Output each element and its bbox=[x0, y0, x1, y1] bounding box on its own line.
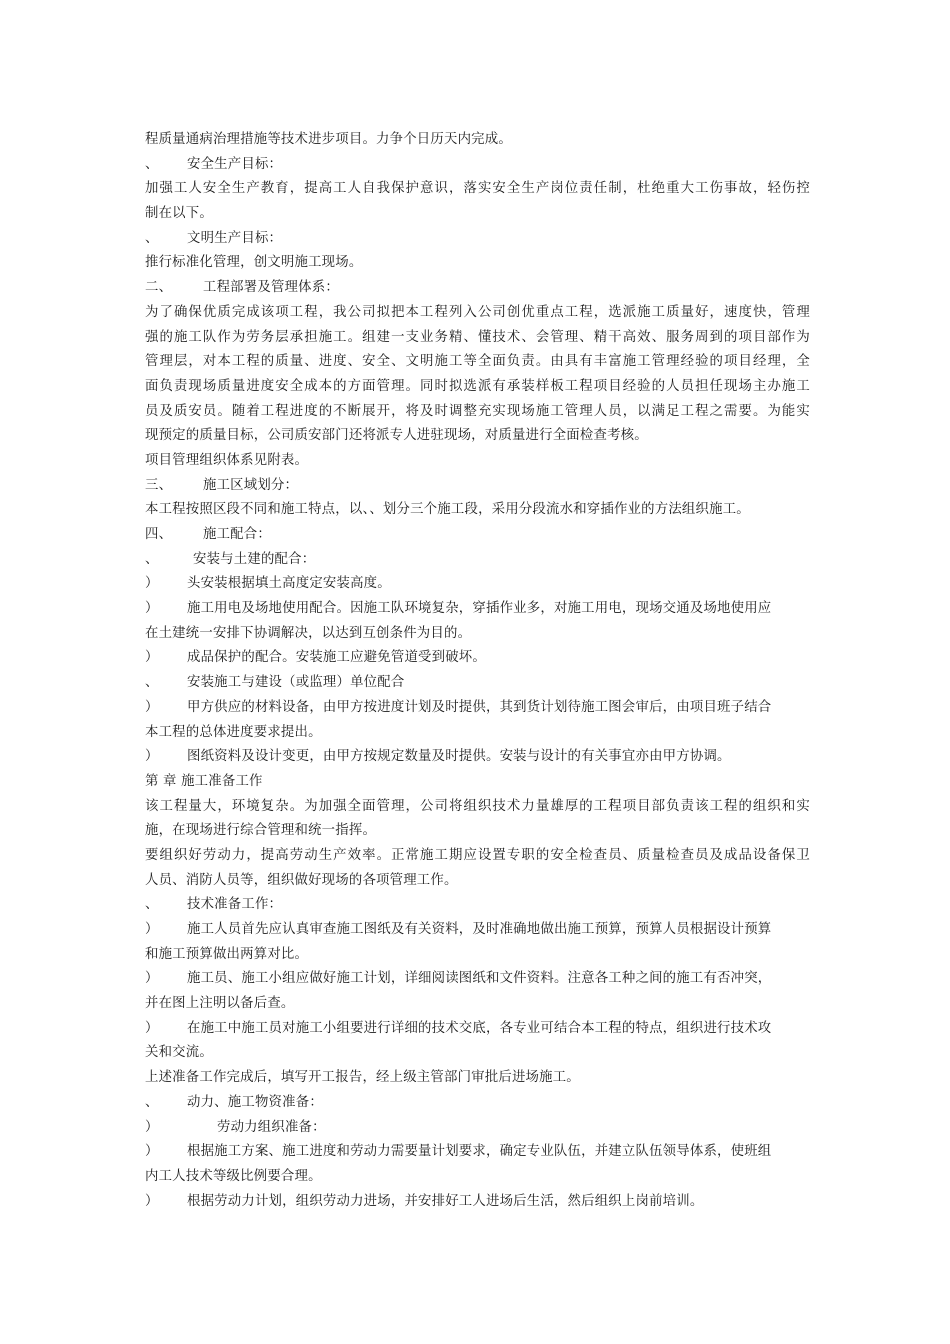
list-marker: 二、 bbox=[145, 280, 173, 296]
document-line bbox=[145, 622, 810, 647]
line-text: 制在以下。 bbox=[145, 206, 213, 222]
line-text: 施工用电及场地使用配合。因施工队环境复杂，穿插作业多，对施工用电，现场交通及场地使用应 bbox=[187, 601, 772, 617]
list-marker: ） bbox=[145, 699, 159, 715]
line-text: 图纸资料及设计变更，由甲方按规定数量及时提供。安装与设计的有关事宜亦由甲方协调。 bbox=[187, 749, 731, 765]
line-text: 强的施工队作为劳务层承担施工。组建一支业务精、懂技术、会管理、精干高效、服务周到的项目部作为 bbox=[145, 329, 810, 345]
document-line bbox=[145, 1041, 810, 1066]
document-line bbox=[145, 301, 810, 326]
document-line bbox=[145, 153, 810, 178]
document-line bbox=[145, 795, 810, 820]
line-text: 安装施工与建设（或监理）单位配合 bbox=[187, 675, 405, 691]
document-line bbox=[145, 770, 810, 795]
line-text: 人员、消防人员等，组织做好现场的各项管理工作。 bbox=[145, 872, 458, 888]
document-line bbox=[145, 893, 810, 918]
list-marker: 、 bbox=[145, 675, 159, 691]
list-marker: ） bbox=[145, 1020, 159, 1036]
list-marker: 、 bbox=[145, 230, 159, 246]
document-line bbox=[145, 1190, 810, 1215]
line-text: 内工人技术等级比例要合理。 bbox=[145, 1168, 322, 1184]
line-text: 本工程按照区段不同和施工特点，以、、划分三个施工段，采用分段流水和穿插作业的方法组织施工。 bbox=[145, 502, 750, 518]
line-text: 安装与土建的配合： bbox=[193, 551, 316, 567]
document-line bbox=[145, 128, 810, 153]
list-marker: ） bbox=[145, 749, 159, 765]
document-line bbox=[145, 350, 810, 375]
document-line bbox=[145, 844, 810, 869]
document-line bbox=[145, 967, 810, 992]
line-text: 头安装根据填土高度定安装高度。 bbox=[187, 576, 391, 592]
document-line bbox=[145, 375, 810, 400]
line-text: 劳动力组织准备： bbox=[217, 1119, 326, 1135]
line-text: 本工程的总体进度要求提出。 bbox=[145, 724, 322, 740]
line-text: 加强工人安全生产教育，提高工人自我保护意识，落实安全生产岗位责任制，杜绝重大工伤事故，轻伤控 bbox=[145, 181, 810, 197]
document-line bbox=[145, 992, 810, 1017]
line-text: 动力、施工物资准备： bbox=[187, 1094, 323, 1110]
line-text: 现预定的质量目标，公司质安部门还将派专人进驻现场，对质量进行全面检查考核。 bbox=[145, 428, 648, 444]
line-text: 甲方供应的材料设备，由甲方按进度计划及时提供，其到货计划待施工图会审后，由项目班子结合 bbox=[187, 699, 772, 715]
document-line bbox=[145, 869, 810, 894]
document-line bbox=[145, 251, 810, 276]
line-text: 该工程量大，环境复杂。为加强全面管理，公司将组织技术力量雄厚的工程项目部负责该工程的组织和实 bbox=[145, 798, 810, 814]
document-line bbox=[145, 721, 810, 746]
line-text: 面负责现场质量进度安全成本的方面管理。同时拟选派有承装样板工程项目经验的人员担任现场主办施工 bbox=[145, 378, 810, 394]
document-line bbox=[145, 918, 810, 943]
line-text: 根据施工方案、施工进度和劳动力需要量计划要求，确定专业队伍，并建立队伍领导体系，使班组 bbox=[187, 1144, 772, 1160]
list-marker: 、 bbox=[145, 156, 159, 172]
list-marker: ） bbox=[145, 922, 159, 937]
list-marker: 四、 bbox=[145, 527, 173, 542]
list-marker: 、 bbox=[145, 897, 159, 913]
document-line bbox=[145, 1066, 810, 1091]
list-marker: ） bbox=[145, 576, 159, 592]
list-marker: ） bbox=[145, 1119, 159, 1135]
document-line bbox=[145, 597, 810, 622]
line-text: 程质量通病治理措施等技术进步项目。力争个日历天内完成。 bbox=[145, 132, 512, 147]
document-line bbox=[145, 1165, 810, 1190]
line-text: 员及质安员。随着工程进度的不断展开，将及时调整充实现场施工管理人员，以满足工程之需要。为能实 bbox=[145, 403, 810, 419]
line-text: 施，在现场进行综合管理和统一指挥。 bbox=[145, 823, 377, 839]
document-line bbox=[145, 400, 810, 425]
document-line bbox=[145, 326, 810, 351]
line-text: 安全生产目标： bbox=[187, 156, 283, 172]
document-line bbox=[145, 745, 810, 770]
document-line bbox=[145, 1091, 810, 1116]
line-text: 和施工预算做出两算对比。 bbox=[145, 946, 309, 962]
document-line bbox=[145, 943, 810, 968]
document-line bbox=[145, 572, 810, 597]
document-line bbox=[145, 1116, 810, 1141]
document-line bbox=[145, 276, 810, 301]
line-text: 工程部署及管理体系： bbox=[203, 280, 339, 296]
document-line bbox=[145, 1140, 810, 1165]
document-line bbox=[145, 523, 810, 548]
line-text: 在土建统一安排下协调解决，以达到互创条件为目的。 bbox=[145, 625, 472, 641]
line-text: 项目管理组织体系见附表。 bbox=[145, 452, 309, 468]
document-line bbox=[145, 227, 810, 252]
line-text: 施工人员首先应认真审查施工图纸及有关资料，及时准确地做出施工预算，预算人员根据设计预算 bbox=[187, 922, 772, 937]
list-marker: ） bbox=[145, 1193, 159, 1209]
line-text: 施工员、施工小组应做好施工计划，详细阅读图纸和文件资料。注意各工种之间的施工有否冲突， bbox=[187, 971, 772, 987]
line-text: 管理层，对本工程的质量、进度、安全、文明施工等全面负责。由具有丰富施工管理经验的项目经理，全 bbox=[145, 354, 810, 370]
document-body bbox=[145, 128, 810, 1214]
line-text: 上述准备工作完成后，填写开工报告，经上级主管部门审批后进场施工。 bbox=[145, 1070, 580, 1086]
line-text: 成品保护的配合。安装施工应避免管道受到破坏。 bbox=[187, 650, 486, 666]
list-marker: ） bbox=[145, 601, 159, 617]
line-text: 施工配合： bbox=[203, 527, 271, 542]
document-line bbox=[145, 646, 810, 671]
document-line bbox=[145, 449, 810, 474]
document-line bbox=[145, 548, 810, 573]
list-marker: 、 bbox=[145, 1094, 159, 1110]
list-marker: ） bbox=[145, 650, 159, 666]
line-text: 为了确保优质完成该项工程，我公司拟把本工程列入公司创优重点工程，选派施工质量好，速度快，管理 bbox=[145, 304, 810, 320]
line-text: 并在图上注明以备后查。 bbox=[145, 996, 295, 1012]
line-text: 关和交流。 bbox=[145, 1045, 213, 1061]
line-text: 文明生产目标： bbox=[187, 230, 283, 246]
line-text: 技术准备工作： bbox=[187, 897, 283, 913]
document-line bbox=[145, 671, 810, 696]
document-line bbox=[145, 202, 810, 227]
line-text: 施工区域划分： bbox=[203, 477, 299, 493]
line-text: 推行标准化管理，创文明施工现场。 bbox=[145, 255, 363, 271]
document-line bbox=[145, 696, 810, 721]
line-text: 第 章 施工准备工作 bbox=[145, 773, 263, 789]
document-line bbox=[145, 498, 810, 523]
list-marker: 三、 bbox=[145, 477, 173, 493]
list-marker: 、 bbox=[145, 551, 159, 567]
document-line bbox=[145, 424, 810, 449]
line-text: 在施工中施工员对施工小组要进行详细的技术交底，各专业可结合本工程的特点，组织进行技术攻 bbox=[187, 1020, 772, 1036]
line-text: 要组织好劳动力，提高劳动生产效率。正常施工期应设置专职的安全检查员、质量检查员及成品设备保卫 bbox=[145, 847, 810, 863]
document-line bbox=[145, 474, 810, 499]
list-marker: ） bbox=[145, 1144, 159, 1160]
document-line bbox=[145, 819, 810, 844]
line-text: 根据劳动力计划，组织劳动力进场，并安排好工人进场后生活，然后组织上岗前培训。 bbox=[187, 1193, 704, 1209]
document-line bbox=[145, 1017, 810, 1042]
list-marker: ） bbox=[145, 971, 159, 987]
document-line bbox=[145, 177, 810, 202]
